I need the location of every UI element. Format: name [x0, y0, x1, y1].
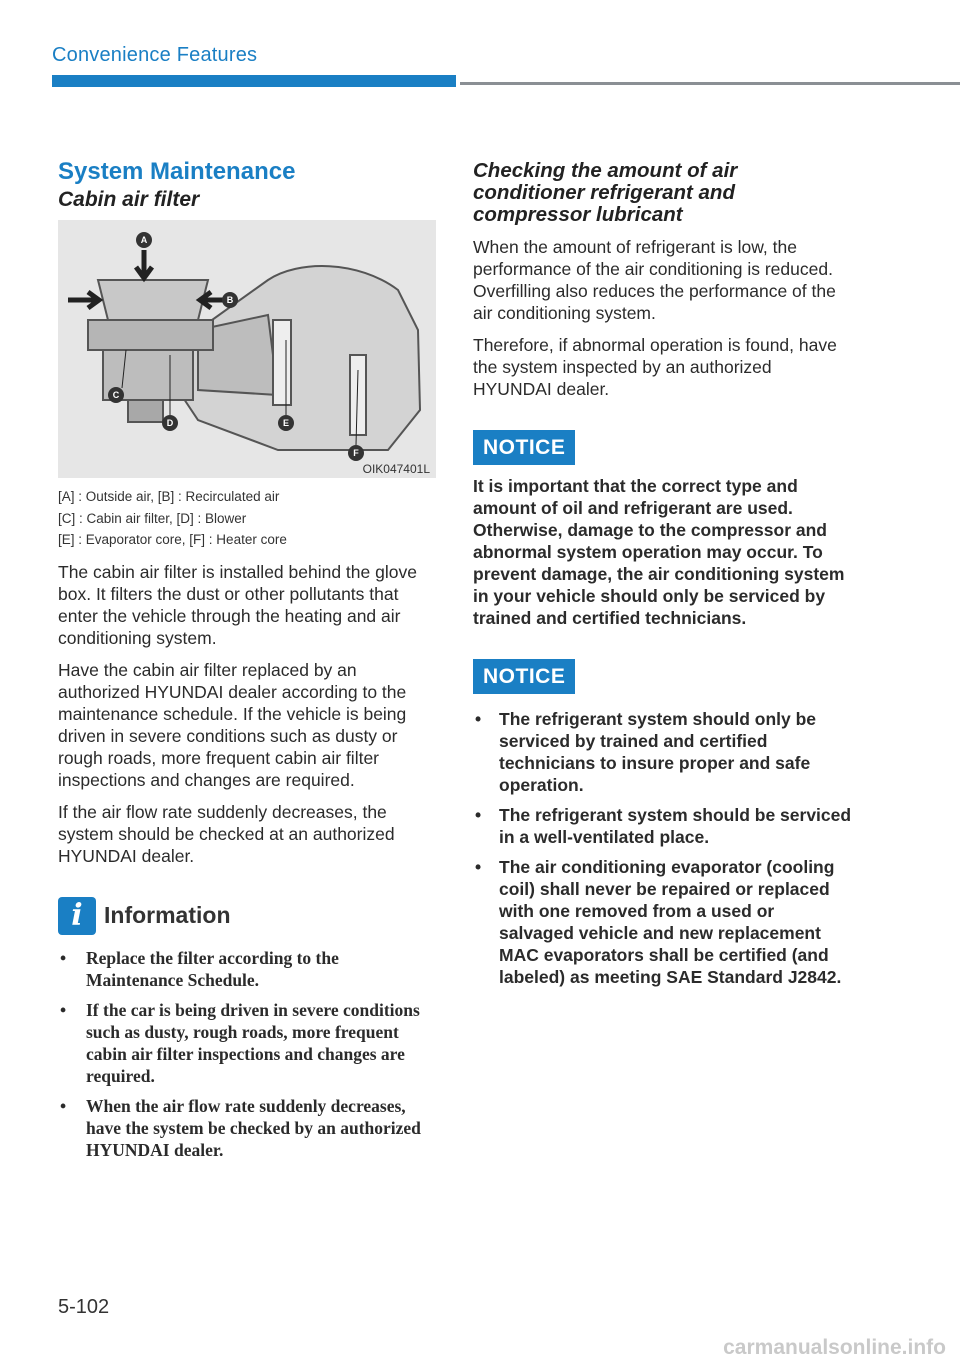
- svg-text:A: A: [140, 235, 148, 245]
- notice-list: [473, 708, 853, 988]
- hvac-unit-illustration: [58, 220, 436, 478]
- list-item: • The air conditioning evaporator (cooling coil) shall never be repaired or replaced with one removed from a used or salvaged vehicle and new replacement MAC evaporators shall be certified (and labeled) as meeting SAE Standard J2842.: [473, 856, 853, 988]
- notice-label: NOTICE: [473, 659, 575, 694]
- information-title: Information: [104, 902, 231, 928]
- blower-motor: [128, 400, 163, 422]
- watermark: carmanualsonline.info: [723, 1336, 946, 1359]
- information-heading: [58, 897, 436, 935]
- left-column: [58, 158, 436, 1169]
- caption-line: [E] : Evaporator core, [F] : Heater core: [58, 532, 287, 547]
- svg-text:D: D: [166, 418, 174, 428]
- info-icon: i: [58, 897, 96, 935]
- caption-line: [A] : Outside air, [B] : Recirculated air: [58, 489, 280, 504]
- paragraph: The cabin air filter is installed behind the glove box. It filters the dust or other pollutants that enter the vehicle through the heating and air conditioning system.: [58, 561, 417, 648]
- refrigerant-heading: Checking the amount of air conditioner refrigerant and compressor lubricant: [473, 159, 738, 226]
- header-rule: [460, 82, 960, 85]
- list-item: • Replace the filter according to the Maintenance Schedule.: [58, 947, 436, 991]
- notice-text: It is important that the correct type and amount of oil and refrigerant are used. Otherwise, damage to the compressor and abnormal system operation may occur. To prevent damage, the air conditioning system in your vehicle should only be serviced by trained and certified technicians.: [473, 476, 845, 628]
- cabin-air-filter-figure: [58, 220, 436, 478]
- cabin-filter-slot: [88, 320, 213, 350]
- sub-title: Cabin air filter: [58, 188, 200, 211]
- svg-text:F: F: [353, 448, 359, 458]
- paragraph: If the air flow rate suddenly decreases, the system should be checked at an authorized HYUNDAI dealer.: [58, 801, 395, 866]
- paragraph: When the amount of refrigerant is low, the performance of the air conditioning is reduced. Overfilling also reduces the performance of the air conditioning system.: [473, 237, 836, 323]
- list-item: • If the car is being driven in severe conditions such as dusty, rough roads, more frequent cabin air filter inspections and changes are required.: [58, 999, 436, 1087]
- svg-text:E: E: [282, 418, 290, 428]
- air-inlet: [98, 280, 208, 320]
- figure-caption: [58, 486, 436, 551]
- notice-block: [473, 659, 853, 988]
- paragraph: Therefore, if abnormal operation is found, have the system inspected by an authorized HYUNDAI dealer.: [473, 335, 837, 399]
- notice-block: [473, 430, 853, 629]
- list-item: • When the air flow rate suddenly decreases, have the system be checked by an authorized HYUNDAI dealer.: [58, 1095, 436, 1161]
- heater-core: [350, 355, 366, 435]
- list-item: • The refrigerant system should be serviced in a well-ventilated place.: [473, 804, 853, 848]
- figure-code: OIK047401L: [362, 462, 430, 476]
- header-rule-accent: [52, 75, 456, 87]
- list-item: • The refrigerant system should only be serviced by trained and certified technicians to insure proper and safe operation.: [473, 708, 853, 796]
- caption-line: [C] : Cabin air filter, [D] : Blower: [58, 510, 247, 526]
- notice-label: NOTICE: [473, 430, 575, 465]
- right-column: [473, 160, 853, 996]
- paragraph: Have the cabin air filter replaced by an authorized HYUNDAI dealer according to the maintenance schedule. If the vehicle is being driven in severe conditions such as dusty or rough roads, more frequent cabin air filter inspections and changes are required.: [58, 659, 407, 790]
- information-list: [58, 947, 436, 1161]
- arrow-a: [136, 250, 152, 278]
- section-title: System Maintenance: [58, 158, 296, 185]
- svg-text:C: C: [112, 390, 120, 400]
- evaporator-core: [273, 320, 291, 405]
- running-header: Convenience Features: [52, 44, 258, 66]
- page-number: 5-102: [58, 1296, 110, 1318]
- arrow-outside: [68, 292, 99, 308]
- svg-text:B: B: [226, 295, 234, 305]
